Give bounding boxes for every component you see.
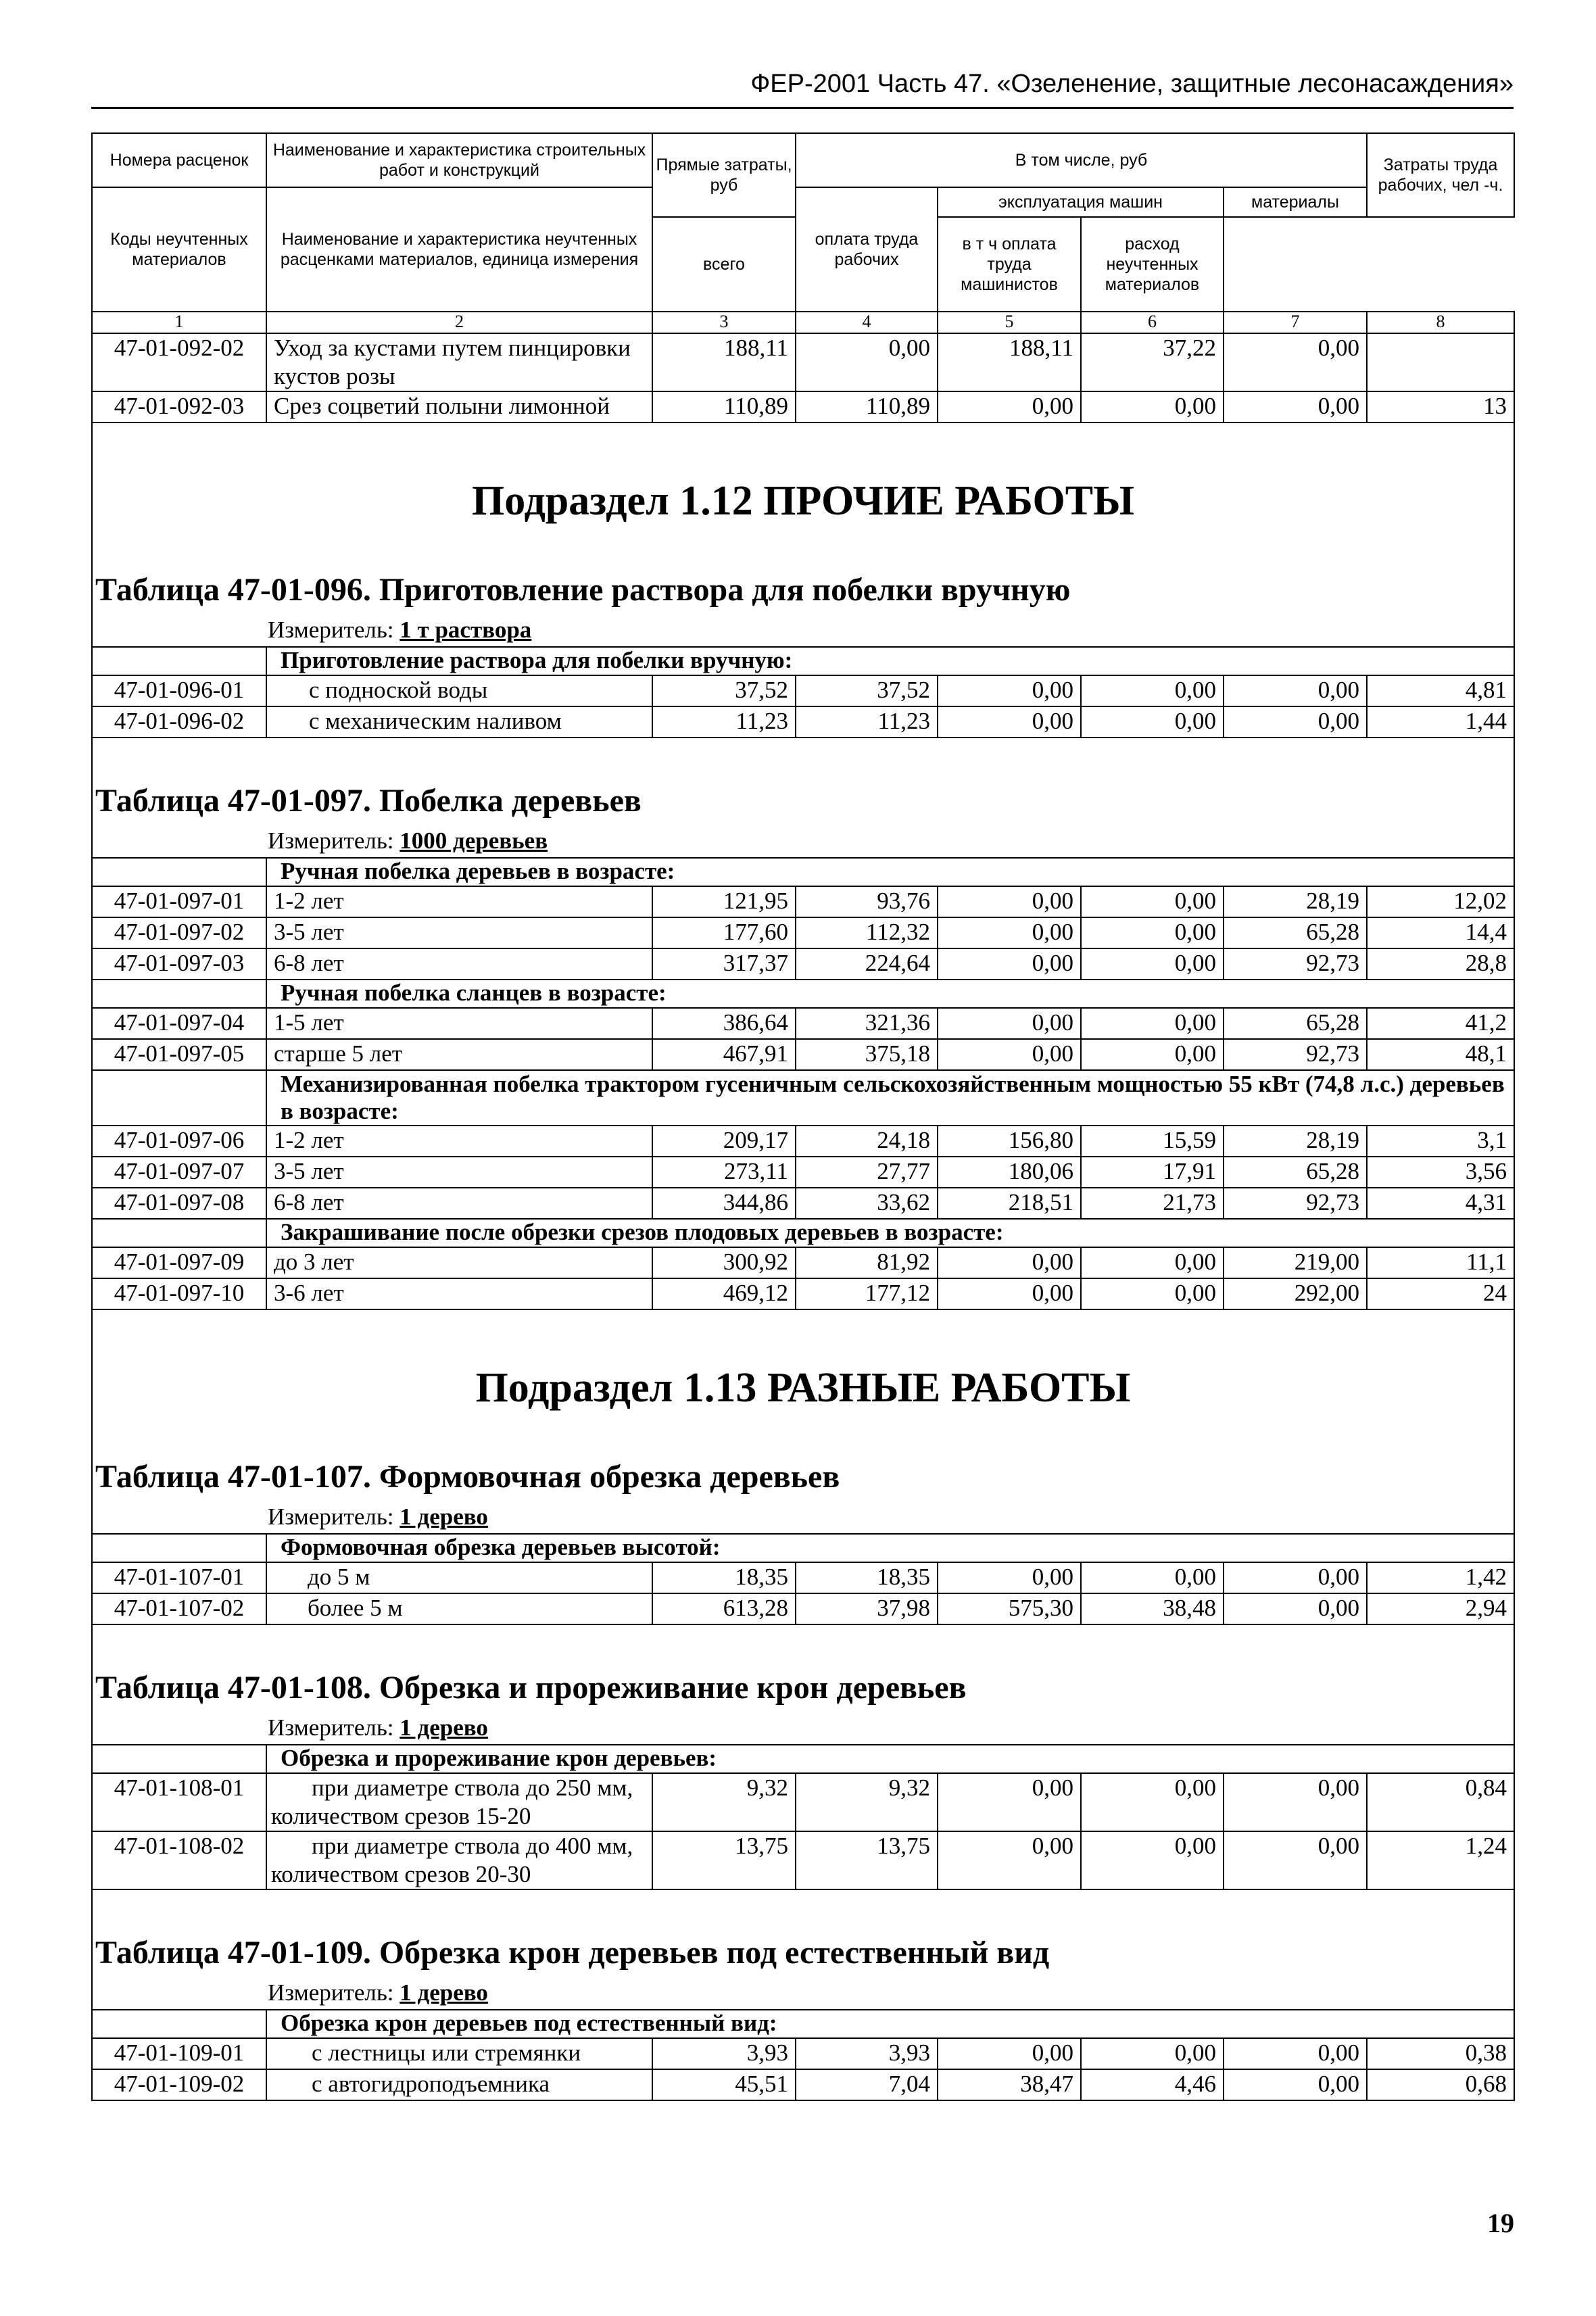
materials-cost: 292,00 (1224, 1278, 1367, 1309)
labor-pay: 177,12 (796, 1278, 938, 1309)
work-name: при диаметре ствола до 400 мм, количеством срезов 20-30 (266, 1831, 652, 1889)
rate-code: 47-01-109-02 (92, 2069, 266, 2100)
running-head: ФЕР-2001 Часть 47. «Озеленение, защитные лесонасаждения» (750, 70, 1514, 98)
machines-labor: 0,00 (1081, 706, 1224, 738)
machines-total: 0,00 (938, 1831, 1081, 1889)
rate-code: 47-01-097-07 (92, 1157, 266, 1188)
labor-pay: 13,75 (796, 1831, 938, 1889)
labor-pay: 9,32 (796, 1773, 938, 1831)
labor-hours: 14,4 (1367, 917, 1514, 948)
work-name: с автогидроподъемника (266, 2069, 652, 2100)
measure-unit-value: 1 т раствора (400, 617, 532, 643)
work-name: 3-5 лет (266, 1157, 652, 1188)
labor-pay: 7,04 (796, 2069, 938, 2100)
direct-cost: 209,17 (652, 1126, 796, 1157)
machines-labor: 0,00 (1081, 948, 1224, 980)
direct-cost: 273,11 (652, 1157, 796, 1188)
machines-labor: 0,00 (1081, 391, 1224, 423)
labor-hours (1367, 333, 1514, 391)
group-heading-row (92, 1745, 1514, 1773)
column-number: 4 (796, 312, 938, 333)
table-row (92, 1593, 1514, 1624)
labor-hours: 1,42 (1367, 1562, 1514, 1593)
labor-hours: 4,81 (1367, 675, 1514, 706)
machines-labor: 0,00 (1081, 1773, 1224, 1831)
work-name: более 5 м (266, 1593, 652, 1624)
table-row (92, 1039, 1514, 1070)
measure-unit: Измеритель: 1 дерево (268, 1503, 488, 1530)
machines-total: 0,00 (938, 1008, 1081, 1039)
machines-total: 156,80 (938, 1126, 1081, 1157)
work-name: 1-2 лет (266, 886, 652, 917)
labor-hours: 1,44 (1367, 706, 1514, 738)
direct-cost: 45,51 (652, 2069, 796, 2100)
header-materials-sub: расход неучтенных материалов (1081, 217, 1224, 312)
table-title: Таблица 47-01-109. Обрезка крон деревьев под естественный вид (95, 1935, 1050, 1971)
labor-hours: 3,56 (1367, 1157, 1514, 1188)
rate-code: 47-01-109-01 (92, 2038, 266, 2069)
rate-code: 47-01-108-02 (92, 1831, 266, 1889)
table-title: Таблица 47-01-108. Обрезка и прореживание крон деревьев (95, 1670, 967, 1706)
table-row (92, 1562, 1514, 1593)
materials-cost: 65,28 (1224, 1157, 1367, 1188)
labor-pay: 81,92 (796, 1247, 938, 1278)
machines-labor: 0,00 (1081, 1008, 1224, 1039)
labor-hours: 24 (1367, 1278, 1514, 1309)
group-heading: Приготовление раствора для побелки вручную: (266, 647, 1514, 675)
table-row (92, 1157, 1514, 1188)
rate-code: 47-01-097-08 (92, 1188, 266, 1219)
materials-cost: 0,00 (1224, 2038, 1367, 2069)
machines-labor: 4,46 (1081, 2069, 1224, 2100)
measure-unit-value: 1 дерево (400, 1979, 488, 2006)
table-row (92, 706, 1514, 738)
machines-total: 0,00 (938, 917, 1081, 948)
labor-hours: 0,84 (1367, 1773, 1514, 1831)
machines-labor: 0,00 (1081, 917, 1224, 948)
labor-hours: 3,1 (1367, 1126, 1514, 1157)
table-row (92, 1008, 1514, 1039)
rate-code: 47-01-108-01 (92, 1773, 266, 1831)
measure-unit: Измеритель: 1 дерево (268, 1714, 488, 1741)
rate-code: 47-01-097-02 (92, 917, 266, 948)
labor-hours: 41,2 (1367, 1008, 1514, 1039)
labor-pay: 37,98 (796, 1593, 938, 1624)
materials-cost: 0,00 (1224, 1593, 1367, 1624)
measure-unit: Измеритель: 1000 деревьев (268, 827, 548, 854)
table-row (92, 391, 1514, 423)
header-codes-bottom: Коды неучтенных материалов (92, 187, 266, 312)
work-name: 3-6 лет (266, 1278, 652, 1309)
table-row (92, 1773, 1514, 1831)
column-number: 3 (652, 312, 796, 333)
group-heading-row (92, 647, 1514, 675)
machines-labor: 21,73 (1081, 1188, 1224, 1219)
header-name-top: Наименование и характеристика строительных работ и конструкций (266, 133, 652, 187)
header-including: В том числе, руб (796, 133, 1367, 187)
group-heading: Обрезка и прореживание крон деревьев: (266, 1745, 1514, 1773)
machines-total: 180,06 (938, 1157, 1081, 1188)
table-row (92, 2069, 1514, 2100)
work-name: Уход за кустами путем пинцировки кустов розы (266, 333, 652, 391)
materials-cost: 0,00 (1224, 706, 1367, 738)
group-heading-row (92, 2010, 1514, 2038)
materials-cost: 28,19 (1224, 886, 1367, 917)
measure-unit-value: 1 дерево (400, 1503, 488, 1530)
group-heading: Ручная побелка деревьев в возрасте: (266, 858, 1514, 886)
machines-labor: 0,00 (1081, 1247, 1224, 1278)
materials-cost: 0,00 (1224, 2069, 1367, 2100)
table-row (92, 1831, 1514, 1889)
table-title: Таблица 47-01-097. Побелка деревьев (95, 783, 642, 819)
table-row (92, 2038, 1514, 2069)
group-heading: Обрезка крон деревьев под естественный вид: (266, 2010, 1514, 2038)
machines-total: 0,00 (938, 1247, 1081, 1278)
header-machines-labor: в т ч оплата труда машинистов (938, 217, 1081, 312)
group-heading-row (92, 980, 1514, 1008)
direct-cost: 469,12 (652, 1278, 796, 1309)
labor-hours: 28,8 (1367, 948, 1514, 980)
machines-total: 38,47 (938, 2069, 1081, 2100)
machines-labor: 0,00 (1081, 675, 1224, 706)
machines-labor: 17,91 (1081, 1157, 1224, 1188)
labor-pay: 375,18 (796, 1039, 938, 1070)
materials-cost: 0,00 (1224, 391, 1367, 423)
direct-cost: 18,35 (652, 1562, 796, 1593)
direct-cost: 344,86 (652, 1188, 796, 1219)
direct-cost: 317,37 (652, 948, 796, 980)
labor-pay: 33,62 (796, 1188, 938, 1219)
labor-hours: 1,24 (1367, 1831, 1514, 1889)
work-name: до 5 м (266, 1562, 652, 1593)
machines-labor: 0,00 (1081, 2038, 1224, 2069)
rate-code: 47-01-097-03 (92, 948, 266, 980)
direct-cost: 9,32 (652, 1773, 796, 1831)
materials-cost: 0,00 (1224, 1562, 1367, 1593)
rate-code: 47-01-107-02 (92, 1593, 266, 1624)
table-header-row (92, 133, 1514, 187)
labor-hours: 12,02 (1367, 886, 1514, 917)
materials-cost: 219,00 (1224, 1247, 1367, 1278)
table-row (92, 1126, 1514, 1157)
rate-code: 47-01-096-02 (92, 706, 266, 738)
machines-labor: 0,00 (1081, 1039, 1224, 1070)
rate-code: 47-01-096-01 (92, 675, 266, 706)
machines-total: 0,00 (938, 1039, 1081, 1070)
direct-cost: 37,52 (652, 675, 796, 706)
rate-code: 47-01-097-06 (92, 1126, 266, 1157)
group-heading-row (92, 1219, 1514, 1247)
machines-total: 0,00 (938, 948, 1081, 980)
header-labor-pay: оплата труда рабочих (796, 187, 938, 312)
table-title: Таблица 47-01-096. Приготовление раствора для побелки вручную (95, 572, 1071, 608)
machines-total: 0,00 (938, 2038, 1081, 2069)
labor-pay: 321,36 (796, 1008, 938, 1039)
rate-code: 47-01-097-10 (92, 1278, 266, 1309)
materials-cost: 92,73 (1224, 1039, 1367, 1070)
machines-total: 0,00 (938, 706, 1081, 738)
machines-labor: 0,00 (1081, 886, 1224, 917)
rate-code: 47-01-092-02 (92, 333, 266, 391)
group-heading: Ручная побелка сланцев в возрасте: (266, 980, 1514, 1008)
materials-cost: 65,28 (1224, 1008, 1367, 1039)
table-title: Таблица 47-01-107. Формовочная обрезка деревьев (95, 1459, 840, 1495)
machines-labor: 0,00 (1081, 1562, 1224, 1593)
work-name: 1-2 лет (266, 1126, 652, 1157)
materials-cost: 0,00 (1224, 333, 1367, 391)
column-numbers-row (92, 312, 1514, 333)
group-heading-row (92, 858, 1514, 886)
rates-table (91, 132, 1515, 2101)
measure-unit: Измеритель: 1 т раствора (268, 617, 532, 643)
work-name: с лестницы или стремянки (266, 2038, 652, 2069)
column-number: 5 (938, 312, 1081, 333)
work-name: старше 5 лет (266, 1039, 652, 1070)
labor-hours: 0,68 (1367, 2069, 1514, 2100)
measure-unit-value: 1 дерево (400, 1714, 488, 1741)
direct-cost: 13,75 (652, 1831, 796, 1889)
machines-labor: 15,59 (1081, 1126, 1224, 1157)
direct-cost: 467,91 (652, 1039, 796, 1070)
machines-total: 218,51 (938, 1188, 1081, 1219)
measure-unit: Измеритель: 1 дерево (268, 1979, 488, 2006)
column-number: 7 (1224, 312, 1367, 333)
work-name: 1-5 лет (266, 1008, 652, 1039)
column-number: 1 (92, 312, 266, 333)
table-row (92, 333, 1514, 391)
subsection-title: Подраздел 1.12 ПРОЧИЕ РАБОТЫ (472, 478, 1134, 524)
direct-cost: 11,23 (652, 706, 796, 738)
machines-total: 0,00 (938, 1278, 1081, 1309)
labor-pay: 18,35 (796, 1562, 938, 1593)
machines-total: 0,00 (938, 391, 1081, 423)
group-heading: Закрашивание после обрезки срезов плодовых деревьев в возрасте: (266, 1219, 1514, 1247)
header-machines-total: всего (652, 217, 796, 312)
work-name: при диаметре ствола до 250 мм, количеством срезов 15-20 (266, 1773, 652, 1831)
labor-pay: 11,23 (796, 706, 938, 738)
table-row (92, 948, 1514, 980)
header-codes-top: Номера расценок (92, 133, 266, 187)
group-heading-row (92, 1534, 1514, 1562)
materials-cost: 28,19 (1224, 1126, 1367, 1157)
header-machines: эксплуатация машин (938, 187, 1224, 217)
materials-cost: 0,00 (1224, 675, 1367, 706)
labor-hours: 0,38 (1367, 2038, 1514, 2069)
header-direct-costs: Прямые затраты, руб (652, 133, 796, 217)
labor-pay: 0,00 (796, 333, 938, 391)
work-name: до 3 лет (266, 1247, 652, 1278)
direct-cost: 188,11 (652, 333, 796, 391)
table-row (92, 1247, 1514, 1278)
column-number: 8 (1367, 312, 1514, 333)
labor-pay: 112,32 (796, 917, 938, 948)
work-name: 3-5 лет (266, 917, 652, 948)
machines-total: 188,11 (938, 333, 1081, 391)
direct-cost: 300,92 (652, 1247, 796, 1278)
machines-labor: 0,00 (1081, 1831, 1224, 1889)
page-number: 19 (1487, 2208, 1514, 2238)
header-labor-cost: Затраты труда рабочих, чел -ч. (1367, 133, 1514, 217)
machines-total: 0,00 (938, 675, 1081, 706)
materials-cost: 92,73 (1224, 1188, 1367, 1219)
work-name: 6-8 лет (266, 1188, 652, 1219)
direct-cost: 386,64 (652, 1008, 796, 1039)
rate-code: 47-01-092-03 (92, 391, 266, 423)
direct-cost: 121,95 (652, 886, 796, 917)
column-number: 2 (266, 312, 652, 333)
rate-code: 47-01-097-01 (92, 886, 266, 917)
column-number: 6 (1081, 312, 1224, 333)
labor-pay: 224,64 (796, 948, 938, 980)
labor-pay: 37,52 (796, 675, 938, 706)
work-name: с механическим наливом (266, 706, 652, 738)
table-row (92, 917, 1514, 948)
work-name: 6-8 лет (266, 948, 652, 980)
materials-cost: 65,28 (1224, 917, 1367, 948)
group-heading: Формовочная обрезка деревьев высотой: (266, 1534, 1514, 1562)
labor-pay: 27,77 (796, 1157, 938, 1188)
work-name: с подноской воды (266, 675, 652, 706)
labor-pay: 24,18 (796, 1126, 938, 1157)
group-heading-row (92, 1070, 1514, 1126)
materials-cost: 92,73 (1224, 948, 1367, 980)
header-rule (91, 107, 1514, 109)
work-name: Срез соцветий полыни лимонной (266, 391, 652, 423)
table-row (92, 1278, 1514, 1309)
labor-pay: 93,76 (796, 886, 938, 917)
group-heading: Механизированная побелка трактором гусеничным сельскохозяйственным мощностью 55 кВт (74,8 л.с.) деревьев в возрасте: (266, 1070, 1514, 1126)
machines-labor: 37,22 (1081, 333, 1224, 391)
machines-total: 575,30 (938, 1593, 1081, 1624)
labor-pay: 3,93 (796, 2038, 938, 2069)
subsection-title: Подраздел 1.13 РАЗНЫЕ РАБОТЫ (475, 1365, 1131, 1411)
labor-hours: 13 (1367, 391, 1514, 423)
direct-cost: 3,93 (652, 2038, 796, 2069)
machines-total: 0,00 (938, 1562, 1081, 1593)
rate-code: 47-01-107-01 (92, 1562, 266, 1593)
machines-total: 0,00 (938, 886, 1081, 917)
table-row (92, 675, 1514, 706)
machines-labor: 38,48 (1081, 1593, 1224, 1624)
labor-hours: 2,94 (1367, 1593, 1514, 1624)
direct-cost: 110,89 (652, 391, 796, 423)
labor-hours: 48,1 (1367, 1039, 1514, 1070)
rate-code: 47-01-097-09 (92, 1247, 266, 1278)
machines-labor: 0,00 (1081, 1278, 1224, 1309)
header-name-bottom: Наименование и характеристика неучтенных расценками материалов, единица измерения (266, 187, 652, 312)
direct-cost: 613,28 (652, 1593, 796, 1624)
header-materials: материалы (1224, 187, 1367, 217)
direct-cost: 177,60 (652, 917, 796, 948)
rate-code: 47-01-097-05 (92, 1039, 266, 1070)
materials-cost: 0,00 (1224, 1773, 1367, 1831)
machines-total: 0,00 (938, 1773, 1081, 1831)
labor-hours: 11,1 (1367, 1247, 1514, 1278)
table-row (92, 886, 1514, 917)
measure-unit-value: 1000 деревьев (400, 827, 548, 854)
table-row (92, 1188, 1514, 1219)
rate-code: 47-01-097-04 (92, 1008, 266, 1039)
labor-pay: 110,89 (796, 391, 938, 423)
labor-hours: 4,31 (1367, 1188, 1514, 1219)
materials-cost: 0,00 (1224, 1831, 1367, 1889)
